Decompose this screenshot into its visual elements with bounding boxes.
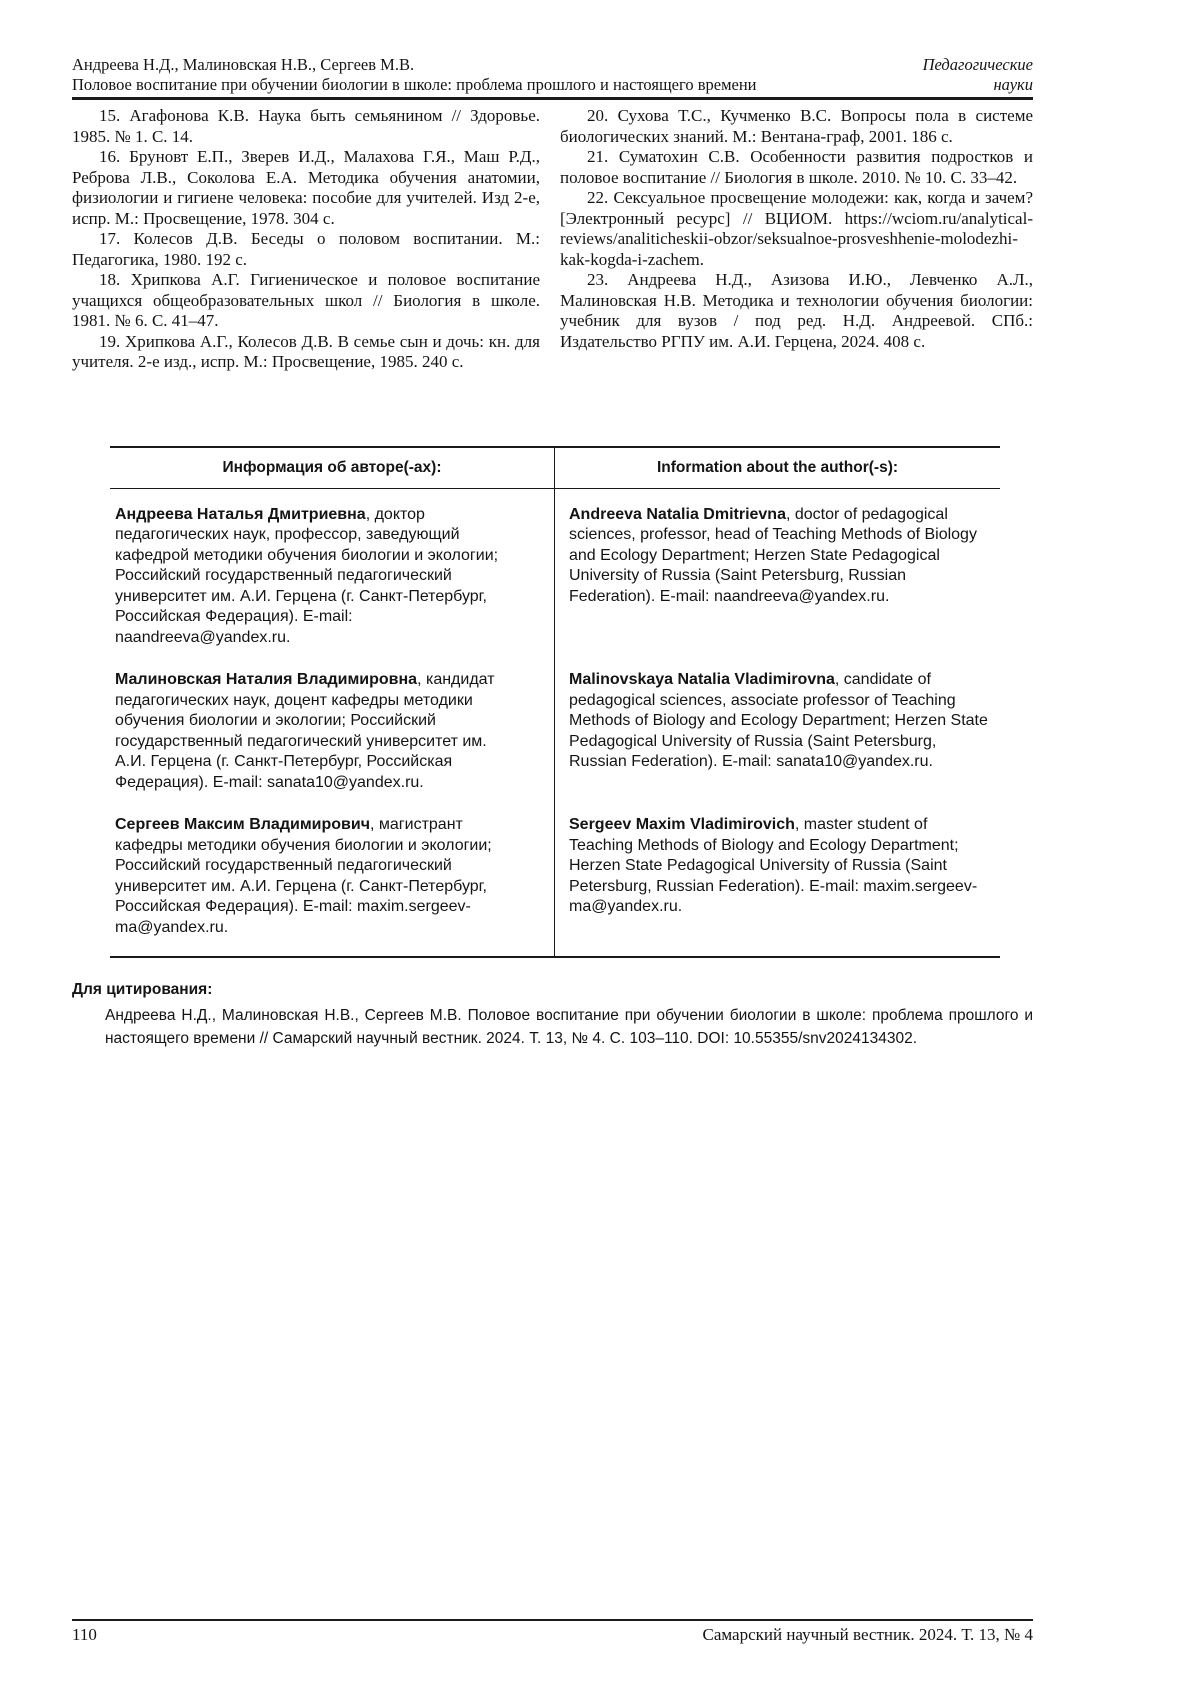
author-1-ru-text bbox=[115, 505, 509, 649]
author-2-ru-details: , кандидат педагогических наук, доцент кафедры методики обучения биологии и экологии; Российский государственный педагогический университет им. А.И. Герцена (г. Санкт-Петербург, Российская Федерация). E-mail: sanata10@yandex.ru. bbox=[115, 671, 495, 791]
reference-item-21: 21. Суматохин С.В. Особенности развития подростков и половое воспитание // Биология в школе. 2010. № 10. С. 33–42. bbox=[560, 147, 1033, 187]
author-2-en-details: , candidate of pedagogical sciences, associate professor of Teaching Methods of Biology and Ecology Department; Herzen State Pedagogical University of Russia (Saint Petersburg, Russian Federation). E-mail: sanata10@yandex.ru. bbox=[569, 671, 988, 770]
author-3-en-name: Sergeev Maxim Vladimirovich bbox=[569, 816, 795, 833]
authors-table-header-row bbox=[110, 448, 1000, 489]
author-2-cell-en bbox=[555, 654, 1000, 799]
author-1-en-name: Andreeva Natalia Dmitrievna bbox=[569, 505, 786, 523]
author-1-en-text bbox=[569, 505, 988, 608]
reference-item-17: 17. Колесов Д.В. Беседы о половом воспитании. М.: Педагогика, 1980. 192 с. bbox=[72, 229, 540, 269]
author-3-ru-details: , магистрант кафедры методики обучения биологии и экологии; Российский государственный педагогический университет им. А.И. Герцена (г. Санкт-Петербург, Российская Федерация). E-mail: maxim.sergeev-ma@yandex.ru. bbox=[115, 816, 492, 936]
journal-name: Самарский научный вестник. 2024. Т. 13, № 4 bbox=[702, 1625, 1033, 1644]
author-1-en-details: , doctor of pedagogical sciences, professor, head of Teaching Methods of Biology and Ecology Department; Herzen State Pedagogical University of Russia (Saint Petersburg, Russian Federation). E-mail: naandreeva@yandex.ru. bbox=[569, 505, 977, 605]
header-section bbox=[923, 55, 1033, 94]
reference-item-23: 23. Андреева Н.Д., Азизова И.Ю., Левченко А.Л., Малиновская Н.В. Методика и технологии обучения биологии: учебник для вузов / под ред. Н.Д. Андреевой. СПб.: Издательство РГПУ им. А.И. Герцена, 2024. 408 с. bbox=[560, 270, 1033, 351]
table-header-ru: Информация об авторе(-ах): bbox=[110, 448, 555, 488]
header bbox=[72, 55, 1033, 94]
table-header-en: Information about the author(-s): bbox=[656, 459, 899, 476]
header-authors: Андреева Н.Д., Малиновская Н.В., Сергеев М.В. bbox=[72, 55, 415, 74]
author-2-en-name: Malinovskaya Natalia Vladimirovna bbox=[569, 671, 835, 688]
authors-table bbox=[110, 446, 1000, 958]
references-left-column bbox=[72, 106, 540, 373]
author-1-ru-name: Андреева Наталья Дмитриевна bbox=[115, 505, 366, 523]
footer bbox=[72, 1625, 1033, 1645]
author-1-ru-details: , доктор педагогических наук, профессор, заведующий кафедрой методики обучения биологии и экологии; Российский государственный педагогический университет им. А.И. Герцена (г. Санкт-Петербург, Российская Федерация). E-mail: naandreeva@yandex.ru. bbox=[115, 505, 499, 646]
reference-item-20: 20. Сухова Т.С., Кучменко В.С. Вопросы пола в системе биологических знаний. М.: Вентана-граф, 2001. 186 с. bbox=[560, 106, 1033, 146]
author-3-cell-en bbox=[555, 799, 1000, 956]
footer-rule bbox=[72, 1619, 1033, 1621]
author-3-cell-ru bbox=[110, 799, 555, 956]
header-title: Половое воспитание при обучении биологии в школе: проблема прошлого и настоящего времени bbox=[72, 74, 757, 94]
references-right-column bbox=[560, 106, 1033, 373]
author-2-en-text bbox=[569, 670, 988, 773]
author-1-cell-ru bbox=[110, 489, 555, 655]
citation-text: Андреева Н.Д., Малиновская Н.В., Сергеев М.В. Половое воспитание при обучении биологии в школе: проблема прошлого и настоящего времени // Самарский научный вестник. 2024. Т. 13, № 4. С. 103–110. DOI: 10.55355/snv2024134302. bbox=[105, 1007, 1033, 1047]
header-rule bbox=[72, 97, 1033, 100]
author-row-2 bbox=[110, 654, 1000, 799]
reference-item-19: 19. Хрипкова А.Г., Колесов Д.В. В семье сын и дочь: кн. для учителя. 2-е изд., испр. М.: Просвещение, 1985. 240 с. bbox=[72, 331, 540, 371]
author-row-3 bbox=[110, 799, 1000, 956]
reference-item-18: 18. Хрипкова А.Г. Гигиеническое и половое воспитание учащихся общеобразовательных школ // Биология в школе. 1981. № 6. С. 41–47. bbox=[72, 270, 540, 330]
citation-label: Для цитирования: bbox=[72, 981, 213, 998]
header-section-line1: Педагогические bbox=[922, 55, 1033, 74]
author-2-ru-name: Малиновская Наталия Владимировна bbox=[115, 671, 418, 688]
author-3-en-details: , master student of Teaching Methods of Biology and Ecology Department; Herzen State Pedagogical University of Russia (Saint Petersburg, Russian Federation). E-mail: maxim.sergeev-ma@yandex.ru. bbox=[569, 816, 978, 915]
author-3-en-text bbox=[569, 815, 988, 918]
author-1-cell-en bbox=[555, 489, 1000, 655]
author-2-ru-text bbox=[115, 670, 509, 793]
reference-item-22: 22. Сексуальное просвещение молодежи: как, когда и зачем? [Электронный ресурс] // ВЦИОМ. https://wciom.ru/analytical-reviews/analiticheskii-obzor/seksualnoe-prosveshhenie-molodezhi-kak-kogda-i-zachem. bbox=[560, 188, 1033, 269]
header-section-line2: науки bbox=[993, 74, 1033, 94]
references bbox=[72, 106, 1033, 373]
author-3-ru-name: Сергеев Максим Владимирович bbox=[115, 816, 370, 833]
author-row-1 bbox=[110, 489, 1000, 655]
author-2-cell-ru bbox=[110, 654, 555, 799]
author-3-ru-text bbox=[115, 815, 509, 938]
header-left bbox=[72, 55, 757, 94]
reference-item-15: 15. Агафонова К.В. Наука быть семьянином // Здоровье. 1985. № 1. С. 14. bbox=[72, 106, 540, 146]
page-number: 110 bbox=[72, 1625, 97, 1644]
reference-item-16: 16. Бруновт Е.П., Зверев И.Д., Малахова Г.Я., Маш Р.Д., Реброва Л.В., Соколова Е.А. Методика обучения анатомии, физиологии и гигиене человека: пособие для учителей. Изд 2-е, испр. М.: Просвещение, 1978. 304 с. bbox=[72, 147, 540, 228]
